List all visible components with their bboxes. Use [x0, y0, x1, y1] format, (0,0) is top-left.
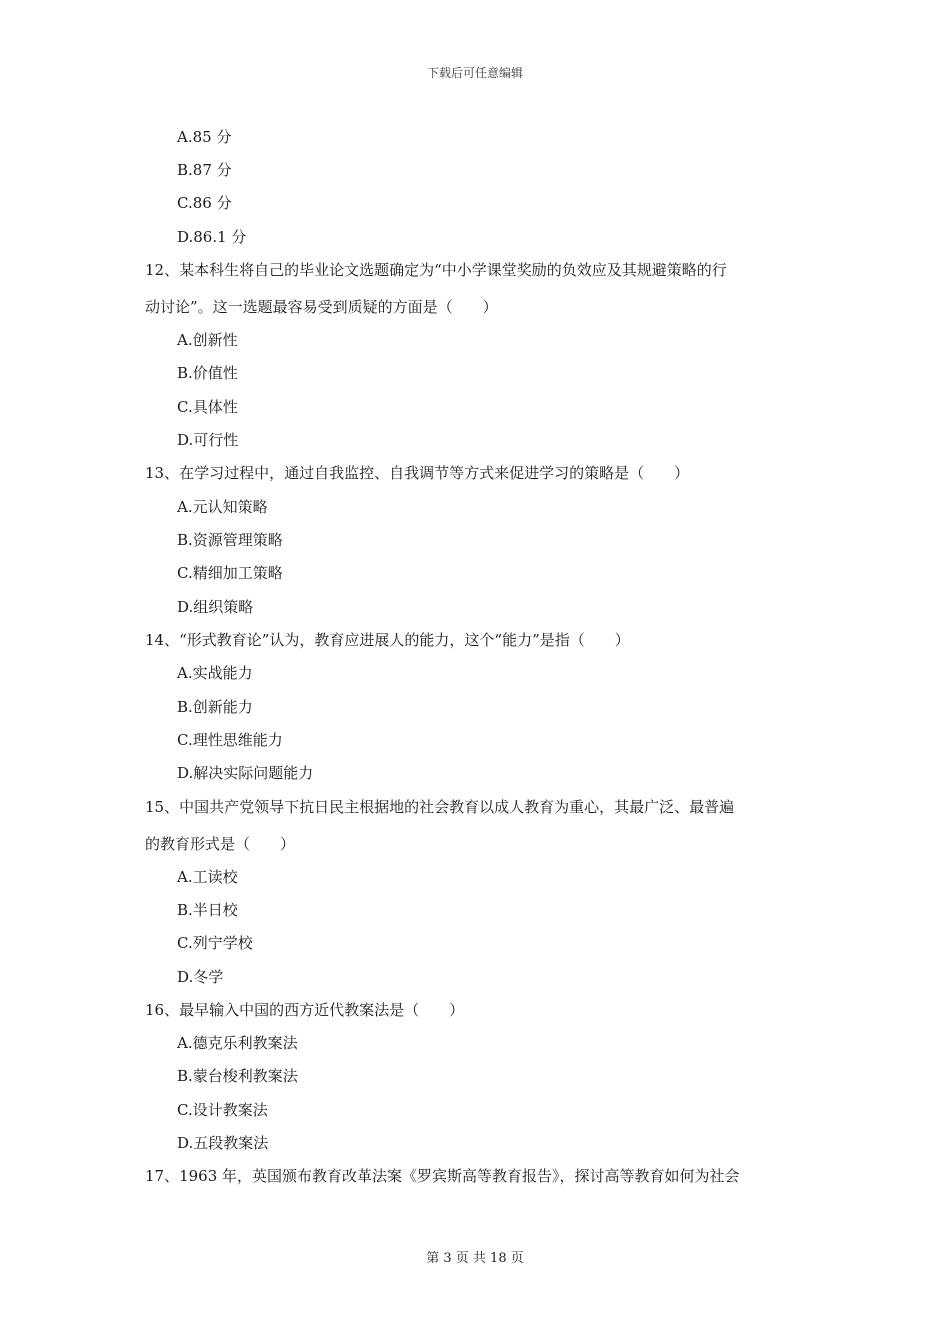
question-text: 动讨论”。这一选题最容易受到质疑的方面是（ ） — [145, 298, 498, 316]
question-text: 16、最早输入中国的西方近代教案法是（ ） — [145, 1001, 465, 1019]
answer-option: B.87 分 — [177, 161, 232, 179]
answer-option: A.实战能力 — [177, 664, 253, 682]
answer-option: D.五段教案法 — [177, 1134, 269, 1152]
answer-option: B.资源管理策略 — [177, 531, 283, 549]
answer-option: C.列宁学校 — [177, 934, 253, 952]
question-text: 12、某本科生将自己的毕业论文选题确定为“中小学课堂奖励的负效应及其规避策略的行 — [145, 261, 727, 279]
answer-option: B.半日校 — [177, 901, 238, 919]
answer-option: D.86.1 分 — [177, 228, 247, 246]
answer-option: A.工读校 — [177, 868, 238, 886]
answer-option: C.86 分 — [177, 194, 232, 212]
answer-option: B.价值性 — [177, 364, 238, 382]
question-text: 的教育形式是（ ） — [145, 835, 296, 853]
answer-option: D.组织策略 — [177, 598, 254, 616]
page-header: 下载后可任意编辑 — [426, 66, 523, 80]
answer-option: C.精细加工策略 — [177, 564, 283, 582]
answer-option: C.设计教案法 — [177, 1101, 268, 1119]
answer-option: A.85 分 — [177, 128, 232, 146]
question-text: 15、中国共产党领导下抗日民主根据地的社会教育以成人教育为重心，其最广泛、最普遍 — [145, 798, 735, 816]
answer-option: D.解决实际问题能力 — [177, 764, 314, 782]
answer-option: C.理性思维能力 — [177, 731, 283, 749]
answer-option: B.蒙台梭利教案法 — [177, 1067, 298, 1085]
answer-option: A.元认知策略 — [177, 498, 268, 516]
answer-option: B.创新能力 — [177, 698, 253, 716]
question-text: 13、在学习过程中，通过自我监控、自我调节等方式来促进学习的策略是（ ） — [145, 464, 690, 482]
answer-option: D.可行性 — [177, 431, 239, 449]
page-footer: 第 3 页 共 18 页 — [426, 1251, 524, 1266]
answer-option: A.创新性 — [177, 331, 238, 349]
question-text: 14、“形式教育论”认为，教育应进展人的能力，这个“能力”是指（ ） — [145, 631, 630, 649]
answer-option: C.具体性 — [177, 398, 238, 416]
answer-option: D.冬学 — [177, 968, 224, 986]
answer-option: A.德克乐利教案法 — [177, 1034, 298, 1052]
question-text: 17、1963 年，英国颁布教育改革法案《罗宾斯高等教育报告》，探讨高等教育如何为社会 — [145, 1167, 740, 1185]
